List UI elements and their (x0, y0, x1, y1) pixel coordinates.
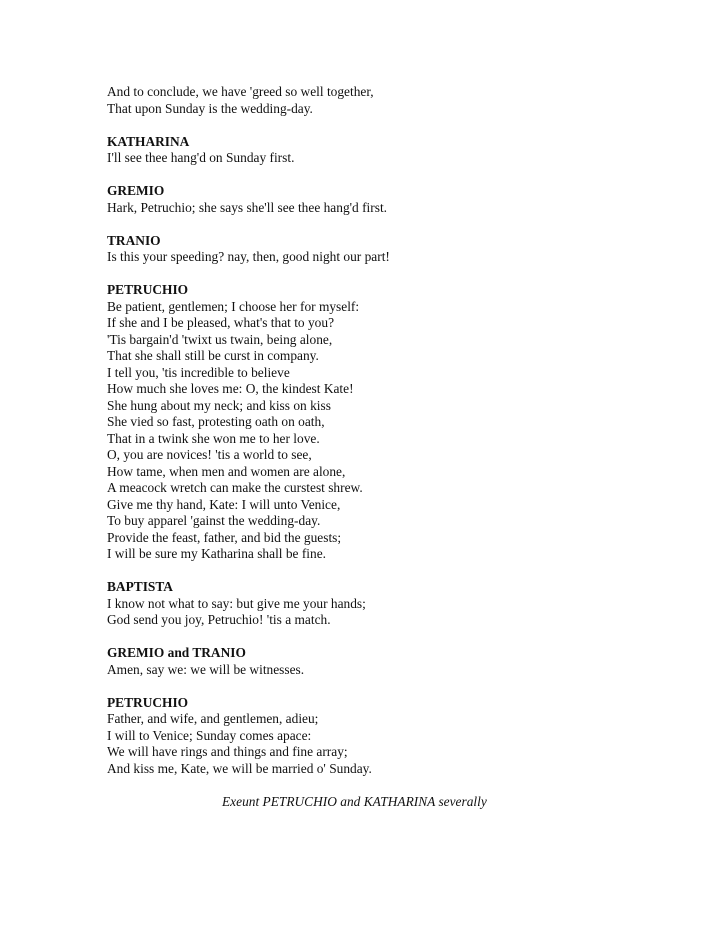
verse-line: That in a twink she won me to her love. (107, 430, 320, 446)
speaker-name: PETRUCHIO (107, 282, 189, 297)
verse-line: If she and I be pleased, what's that to you? (107, 315, 335, 330)
verse-line: How tame, when men and women are alone, (107, 463, 346, 479)
speech-block (107, 233, 667, 266)
speech-block (107, 183, 667, 216)
speaker-name: PETRUCHIO (107, 694, 189, 710)
verse-line: We will have rings and things and fine array; (107, 744, 348, 759)
verse-line: To buy apparel 'gainst the wedding-day. (107, 513, 321, 528)
verse-line: She vied so fast, protesting oath on oath, (107, 414, 325, 429)
verse-line: Give me thy hand, Kate: I will unto Venice, (107, 496, 341, 512)
verse-line: And kiss me, Kate, we will be married o' Sunday. (107, 760, 372, 776)
speech-block (107, 282, 667, 563)
speaker-name: BAPTISTA (107, 579, 173, 594)
verse-line: I know not what to say: but give me your hands; (107, 595, 366, 611)
speech-block (107, 579, 667, 629)
verse-line: A meacock wretch can make the curstest shrew. (107, 480, 363, 495)
speech-block (107, 645, 667, 678)
verse-line: O, you are novices! 'tis a world to see, (107, 447, 312, 462)
verse-line: Provide the feast, father, and bid the guests; (107, 529, 342, 545)
verse-line: I will to Venice; Sunday comes apace: (107, 727, 312, 743)
verse-line: That she shall still be curst in company. (107, 348, 319, 363)
speaker-name: KATHARINA (107, 133, 190, 149)
speech-block (107, 84, 667, 117)
speaker-name: GREMIO (107, 183, 165, 198)
verse-line: I tell you, 'tis incredible to believe (107, 364, 290, 380)
verse-line: I'll see thee hang'd on Sunday first. (107, 150, 295, 165)
verse-line: God send you joy, Petruchio! 'tis a match. (107, 612, 331, 627)
speech-block (107, 695, 667, 778)
speech-block (107, 134, 667, 167)
verse-line: I will be sure my Katharina shall be fine. (107, 546, 327, 561)
verse-line: Father, and wife, and gentlemen, adieu; (107, 711, 319, 726)
verse-line: Amen, say we: we will be witnesses. (107, 661, 305, 677)
verse-line: How much she loves me: O, the kindest Kate! (107, 381, 354, 396)
speaker-name: TRANIO (107, 232, 161, 248)
verse-line: She hung about my neck; and kiss on kiss (107, 397, 331, 413)
verse-line: Hark, Petruchio; she says she'll see thee hang'd first. (107, 199, 388, 215)
verse-line: And to conclude, we have 'greed so well together, (107, 84, 374, 99)
play-text (107, 84, 667, 810)
verse-line: Is this your speeding? nay, then, good night our part! (107, 249, 390, 264)
verse-line: That upon Sunday is the wedding-day. (107, 100, 313, 116)
verse-line: 'Tis bargain'd 'twixt us twain, being alone, (107, 331, 333, 347)
verse-line: Be patient, gentlemen; I choose her for myself: (107, 298, 360, 314)
speaker-name: GREMIO and TRANIO (107, 645, 246, 660)
stage-direction: Exeunt PETRUCHIO and KATHARINA severally (222, 793, 487, 809)
